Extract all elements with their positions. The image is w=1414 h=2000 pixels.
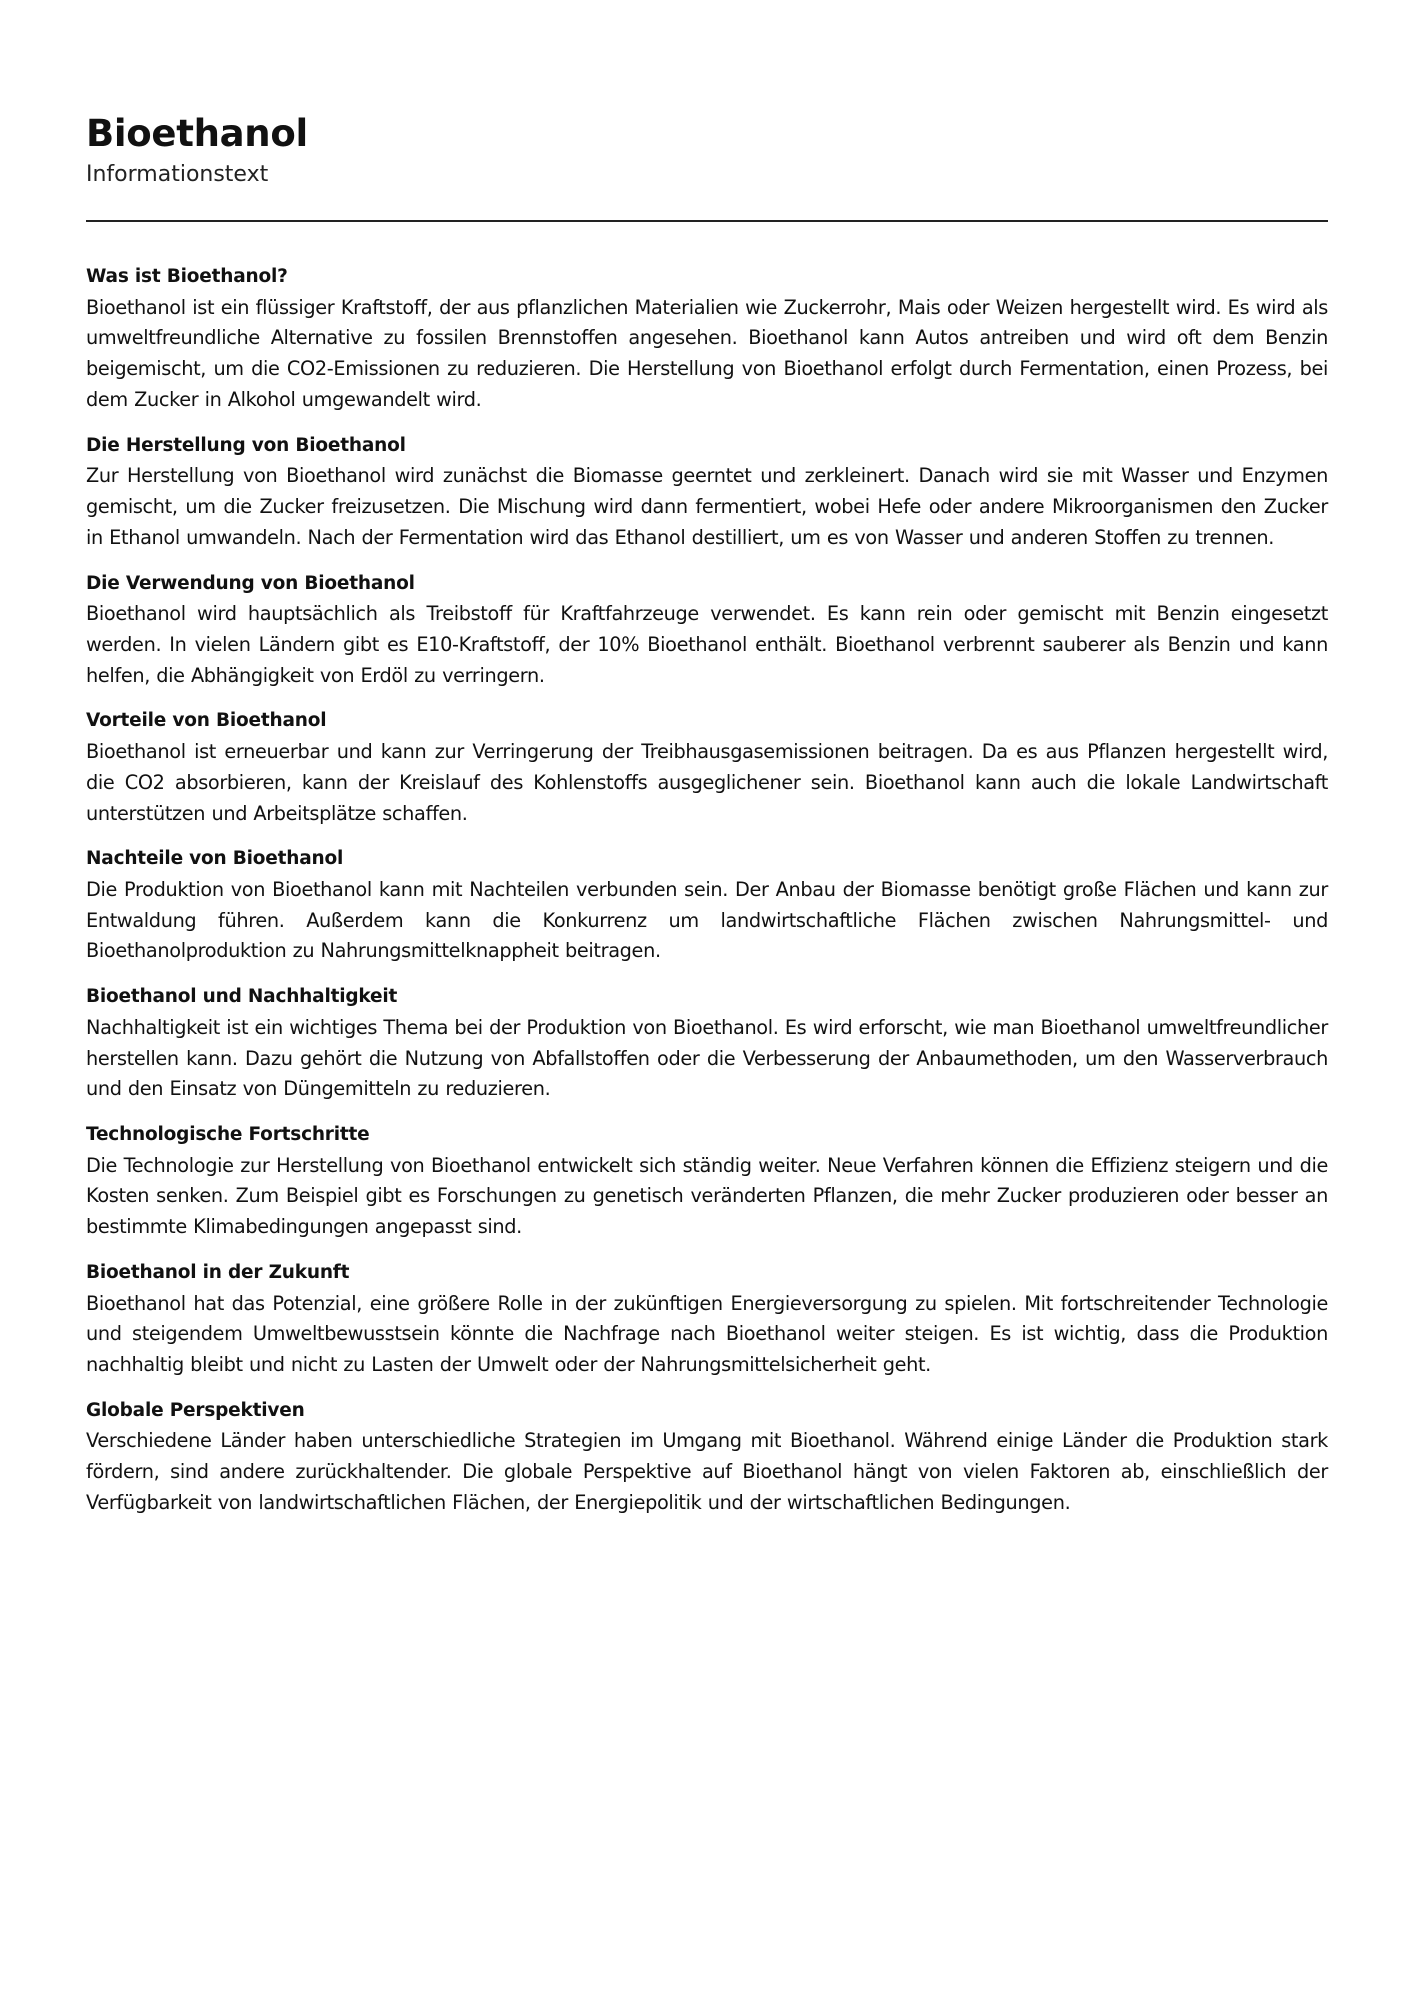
section-heading: Vorteile von Bioethanol [86,710,327,732]
section-paragraph: Die Produktion von Bioethanol kann mit Nachteilen verbunden sein. Der Anbau der Biomasse benötigt große Flächen und kann zur Entwaldung führen. Außerdem kann die Konkurrenz um landwirtschaftliche Flächen zwischen Nahrungsmittel- und Bioethanolproduktion zu Nahrungsmittelknappheit beitragen. [86,877,1328,963]
section-heading: Die Herstellung von Bioethanol [86,434,406,456]
section-was-ist-bioethanol [86,262,1328,416]
section-heading: Was ist Bioethanol? [86,266,288,287]
document-title: Bioethanol [86,112,308,155]
section-nachteile [86,844,1328,967]
section-paragraph: Zur Herstellung von Bioethanol wird zunächst die Biomasse geerntet und zerkleinert. Danach wird sie mit Wasser und Enzymen gemischt, um die Zucker freizusetzen. Die Mischung wird dann fermentiert, wobei Hefe oder andere Mikroorganismen den Zucker in Ethanol umwandeln. Nach der Fermentation wird das Ethanol destilliert, um es von Wasser und anderen Stoffen zu trennen. [86,464,1328,549]
document-subtitle: Informationstext [86,162,269,187]
section-paragraph: Bioethanol ist ein flüssiger Kraftstoff, der aus pflanzlichen Materialien wie Zuckerrohr, Mais oder Weizen hergestellt wird. Es wird als umweltfreundliche Alternative zu fossilen Brennstoffen angesehen. Bioethanol kann Autos antreiben und wird oft dem Benzin beigemischt, um die CO2-Emissionen zu reduzieren. Die Herstellung von Bioethanol erfolgt durch Fermentation, einen Prozess, bei dem Zucker in Alkohol umgewandelt wird. [86,295,1328,411]
header-divider [86,220,1328,222]
section-globale-perspektiven [86,1396,1328,1519]
section-heading: Bioethanol und Nachhaltigkeit [86,986,398,1008]
section-paragraph: Bioethanol hat das Potenzial, eine größere Rolle in der zukünftigen Energieversorgung zu spielen. Mit fortschreitender Technologie und steigendem Umweltbewusstsein könnte die Nachfrage nach Bioethanol weiter steigen. Es ist wichtig, dass die Produktion nachhaltig bleibt und nicht zu Lasten der Umwelt oder der Nahrungsmittelsicherheit geht. [86,1291,1328,1377]
section-technologische-fortschritte [86,1120,1328,1243]
section-verwendung [86,569,1328,692]
section-nachhaltigkeit [86,982,1328,1105]
section-vorteile [86,706,1328,829]
section-heading: Bioethanol in der Zukunft [86,1262,350,1284]
section-paragraph: Bioethanol wird hauptsächlich als Treibstoff für Kraftfahrzeuge verwendet. Es kann rein oder gemischt mit Benzin eingesetzt werden. In vielen Ländern gibt es E10-Kraftstoff, der 10% Bioethanol enthält. Bioethanol verbrennt sauberer als Benzin und kann helfen, die Abhängigkeit von Erdöl zu verringern. [86,602,1328,687]
section-paragraph: Bioethanol ist erneuerbar und kann zur Verringerung der Treibhausgasemissionen beitragen. Da es aus Pflanzen hergestellt wird, die CO2 absorbieren, kann der Kreislauf des Kohlenstoffs ausgeglichener sein. Bioethanol kann auch die lokale Landwirtschaft unterstützen und Arbeitsplätze schaffen. [86,739,1328,825]
section-zukunft [86,1258,1328,1381]
section-herstellung [86,431,1328,554]
section-heading: Technologische Fortschritte [86,1124,370,1146]
section-heading: Globale Perspektiven [86,1399,305,1421]
section-paragraph: Verschiedene Länder haben unterschiedliche Strategien im Umgang mit Bioethanol. Während einige Länder die Produktion stark fördern, sind andere zurückhaltender. Die globale Perspektive auf Bioethanol hängt von vielen Faktoren ab, einschließlich der Verfügbarkeit von landwirtschaftlichen Flächen, der Energiepolitik und der wirtschaftlichen Bedingungen. [86,1429,1328,1515]
section-paragraph: Die Technologie zur Herstellung von Bioethanol entwickelt sich ständig weiter. Neue Verfahren können die Effizienz steigern und die Kosten senken. Zum Beispiel gibt es Forschungen zu genetisch veränderten Pflanzen, die mehr Zucker produzieren oder besser an bestimmte Klimabedingungen angepasst sind. [86,1153,1328,1239]
section-paragraph: Nachhaltigkeit ist ein wichtiges Thema bei der Produktion von Bioethanol. Es wird erforscht, wie man Bioethanol umweltfreundlicher herstellen kann. Dazu gehört die Nutzung von Abfallstoffen oder die Verbesserung der Anbaumethoden, um den Wasserverbrauch und den Einsatz von Düngemitteln zu reduzieren. [86,1015,1328,1101]
document-body [86,262,1328,1534]
document-page [86,110,1328,1515]
section-heading: Die Verwendung von Bioethanol [86,572,415,594]
section-heading: Nachteile von Bioethanol [86,848,344,870]
